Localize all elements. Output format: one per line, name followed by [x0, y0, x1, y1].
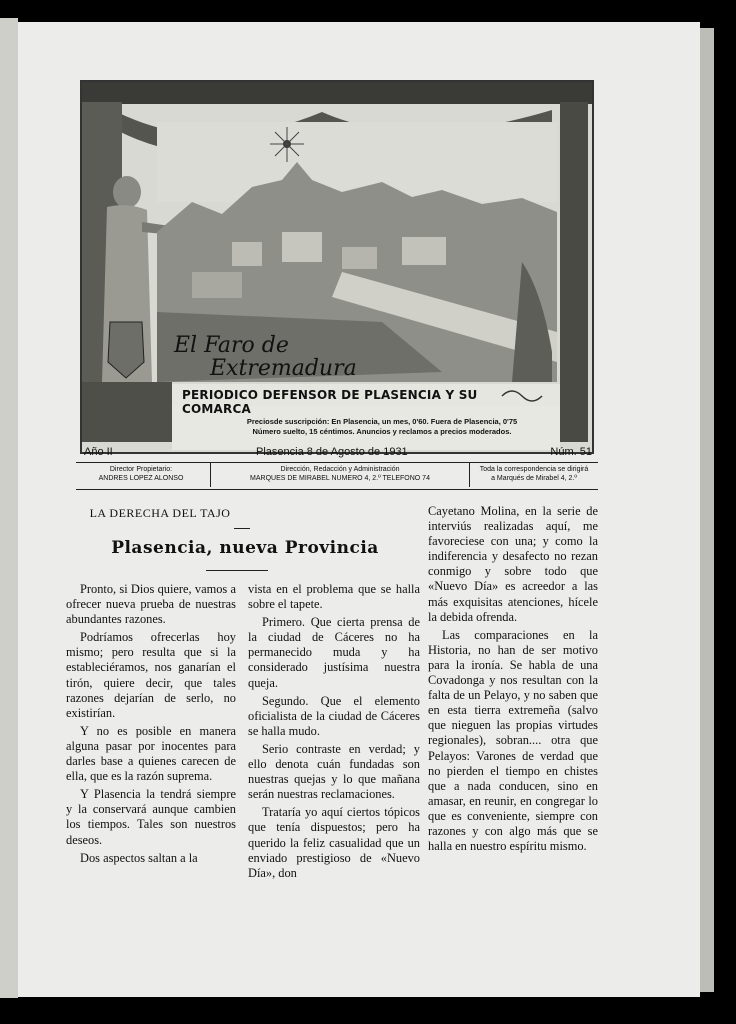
paragraph: Cayetano Molina, en la serie de interviús realizadas aquí, me favoreciese con una; y como la indiferencia y desafecto no rezan conmigo y sobre todo que «Nuevo Día» es acreedor a las más exquisitas atenciones, hícele la debida ofrenda.: [428, 504, 598, 624]
section-heading: LA DERECHA DEL TAJO: [89, 506, 231, 520]
masthead-illustration: [80, 80, 594, 454]
article-headline: Plasencia, nueva Provincia: [111, 538, 379, 558]
article-column-3: [428, 504, 598, 857]
paragraph: Segundo. Que el elemento oficialista de la ciudad de Cáceres se halla mudo.: [248, 693, 420, 738]
correspondence-cell: [470, 465, 598, 483]
issue-date: Plasencia 8 de Agosto de 1931: [256, 446, 408, 458]
director-name: ANDRES LOPEZ ALONSO: [98, 475, 184, 482]
issue-number: Núm. 51: [550, 446, 592, 458]
previous-page-edge: [0, 18, 18, 998]
paragraph: Dos aspectos saltan a la: [80, 850, 198, 865]
headline-rule: [206, 570, 268, 571]
address-label: Dirección, Redacción y Administración: [280, 466, 400, 473]
issue-year: Año II: [84, 446, 113, 458]
newspaper-title: [174, 334, 357, 380]
article-column-2: [248, 582, 420, 884]
title-line-1: El Faro de: [174, 333, 289, 358]
director-label: Director Propietario:: [109, 466, 173, 473]
title-line-2: Extremadura: [210, 356, 357, 381]
paragraph: Pronto, si Dios quiere, vamos a ofrecer nueva prueba de nuestras abundantes razones.: [66, 582, 236, 627]
statue-head: [113, 176, 141, 208]
subscription-prices: [202, 417, 562, 437]
paragraph: Podríamos ofrecerlas hoy mismo; pero resulta que si la estableciéramos, nos ganarían el tirón, quiere decir, que tales razones dejarían de serlo, no existirían.: [66, 630, 236, 720]
right-column: [560, 102, 588, 442]
section-rule: [234, 528, 250, 529]
newspaper-subtitle: PERIODICO DEFENSOR DE PLASENCIA Y SU COMARCA: [182, 388, 478, 416]
staff-box: [76, 462, 598, 490]
building: [232, 242, 262, 266]
price-line-1: Preciosde suscripción: En Plasencia, un mes, 0'60. Fuera de Plasencia, 0'75: [246, 417, 518, 426]
address-cell: [210, 463, 470, 487]
paragraph: Y Plasencia la tendrá siempre y la conservará aunque cambien los tiempos. Tales son nuestros deseos.: [66, 787, 236, 847]
paragraph: Serio contraste en verdad; y ello denota cuán fundadas son nuestras quejas y lo que mañana serán nuestras reclamaciones.: [248, 741, 420, 802]
building: [192, 272, 242, 298]
article-column-1: [66, 582, 236, 869]
next-page-edge: [700, 28, 714, 992]
dateline: [80, 446, 592, 462]
building: [282, 232, 322, 262]
correspondence-line-1: Toda la correspondencia se dirigirá: [479, 466, 589, 473]
pedestal: [82, 382, 172, 442]
director-cell: [76, 465, 206, 483]
paragraph: Y no es posible en manera alguna pasar por inocentes para darles base a quienes carecen de ella, que es la razón suprema.: [66, 723, 236, 784]
building: [342, 247, 377, 269]
paragraph: Las comparaciones en la Historia, no han de ser motivo para la ironía. Se habla de una Covadonga y nos resultan con la falta de un Pelayo, y no saben que en esta tierra extremeña (salvo que nieguen las propias virtudes regionales), sobran.... otra que Pelayos: Varones de verdad que no pierden el tiempo en chistes que a nada conducen, sino en amasar, en reunir, en congregar lo que es conveniente, siempre con razones y con algo más que se halla en nuestro espíritu mismo.: [428, 627, 598, 854]
price-line-2: Número suelto, 15 céntimos. Anuncios y reclamos a precios moderados.: [252, 427, 512, 436]
address: MARQUES DE MIRABEL NUMERO 4, 2.º TELEFONO 74: [250, 475, 430, 482]
building: [402, 237, 446, 265]
correspondence-line-2: a Marqués de Mirabel 4, 2.º: [491, 475, 577, 482]
curtain-rod: [82, 82, 592, 104]
paragraph: Primero. Que cierta prensa de la ciudad de Cáceres no ha permanecido muda y ha considerado justísima nuestra queja.: [248, 615, 420, 690]
paragraph: Trataría yo aquí ciertos tópicos que tenía dispuestos; pero ha querido la feliz casualidad que un enviado prestigioso de «Nuevo Día», don: [248, 805, 420, 880]
paragraph: vista en el problema que se halla sobre el tapete.: [248, 582, 420, 612]
